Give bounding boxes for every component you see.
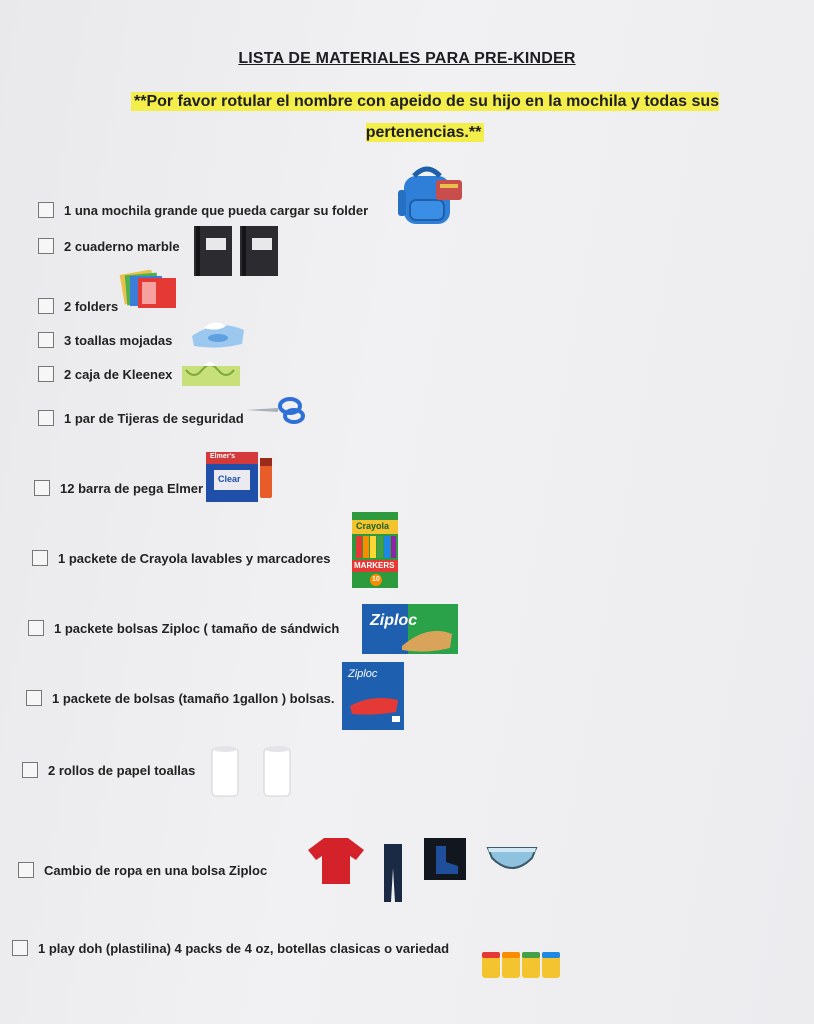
checkbox[interactable] (28, 620, 44, 636)
crayola-brand-text: Crayola (356, 521, 390, 531)
list-item-label: 1 play doh (plastilina) 4 packs de 4 oz, botellas clasicas o variedad (38, 940, 450, 956)
list-item-label: 1 packete bolsas Ziploc ( tamaño de sándwich (54, 620, 340, 636)
list-item (18, 862, 267, 878)
glue-brand-text: Elmer's (210, 453, 236, 460)
list-item (38, 332, 172, 348)
checkbox[interactable] (12, 940, 28, 956)
checkbox[interactable] (38, 238, 54, 254)
list-item (12, 940, 449, 956)
checkbox[interactable] (38, 298, 54, 314)
list-item (38, 366, 172, 382)
list-item-label: 3 toallas mojadas (64, 332, 173, 348)
clothes-icon (306, 834, 540, 904)
crayola-markers-text: MARKERS (354, 561, 395, 570)
list-item-label: Cambio de ropa en una bolsa Ziploc (44, 862, 268, 878)
list-item (38, 298, 118, 314)
list-item-label: 2 cuaderno marble (64, 238, 180, 254)
ziploc-sandwich-icon (362, 604, 458, 654)
list-item (38, 410, 244, 426)
crayola-count-text: 10 (372, 576, 380, 583)
list-item-label: 2 rollos de papel toallas (48, 762, 196, 778)
checkbox[interactable] (38, 332, 54, 348)
label-instructions-note (95, 86, 755, 148)
list-item-label: 12 barra de pega Elmer (60, 480, 204, 496)
wet-wipes-icon (188, 314, 248, 350)
glue-clear-text: Clear (218, 474, 241, 484)
highlighted-note-text: **Por favor rotular el nombre con apeido de su hijo en la mochila y todas sus pertenencias.** (131, 92, 719, 142)
list-item-label: 1 una mochila grande que pueda cargar su folder (64, 202, 369, 218)
ziploc-gallon-icon (342, 662, 404, 730)
list-item (38, 238, 180, 254)
composition-notebook-icon (192, 224, 282, 278)
checkbox[interactable] (34, 480, 50, 496)
checkbox[interactable] (38, 202, 54, 218)
ziploc-brand-text: Ziploc (370, 612, 418, 629)
checkbox[interactable] (38, 366, 54, 382)
list-item (26, 690, 334, 706)
list-item (28, 620, 339, 636)
list-item-label: 1 par de Tijeras de seguridad (64, 410, 244, 426)
list-item-label: 1 packete de bolsas (tamaño 1gallon ) bolsas. (52, 690, 335, 706)
checkbox[interactable] (38, 410, 54, 426)
checkbox[interactable] (18, 862, 34, 878)
list-item-label: 2 folders (64, 298, 119, 314)
tissue-box-icon (180, 360, 242, 388)
list-item (38, 202, 368, 218)
checkbox[interactable] (22, 762, 38, 778)
list-item-label: 2 caja de Kleenex (64, 366, 173, 382)
list-item (34, 480, 203, 496)
glue-sticks-icon (204, 446, 274, 506)
list-item (22, 762, 195, 778)
paper-towel-icon (206, 744, 296, 798)
backpack-icon (396, 162, 470, 226)
folders-icon (118, 270, 180, 310)
ziploc-gallon-brand-text: Ziploc (348, 668, 378, 680)
page-title: LISTA DE MATERIALES PARA PRE-KINDER (238, 50, 576, 67)
crayola-markers-icon (350, 510, 400, 590)
play-doh-icon (480, 948, 564, 980)
scissors-icon (244, 396, 308, 426)
list-item (32, 550, 330, 566)
checkbox[interactable] (32, 550, 48, 566)
checkbox[interactable] (26, 690, 42, 706)
list-item-label: 1 packete de Crayola lavables y marcadores (58, 550, 331, 566)
